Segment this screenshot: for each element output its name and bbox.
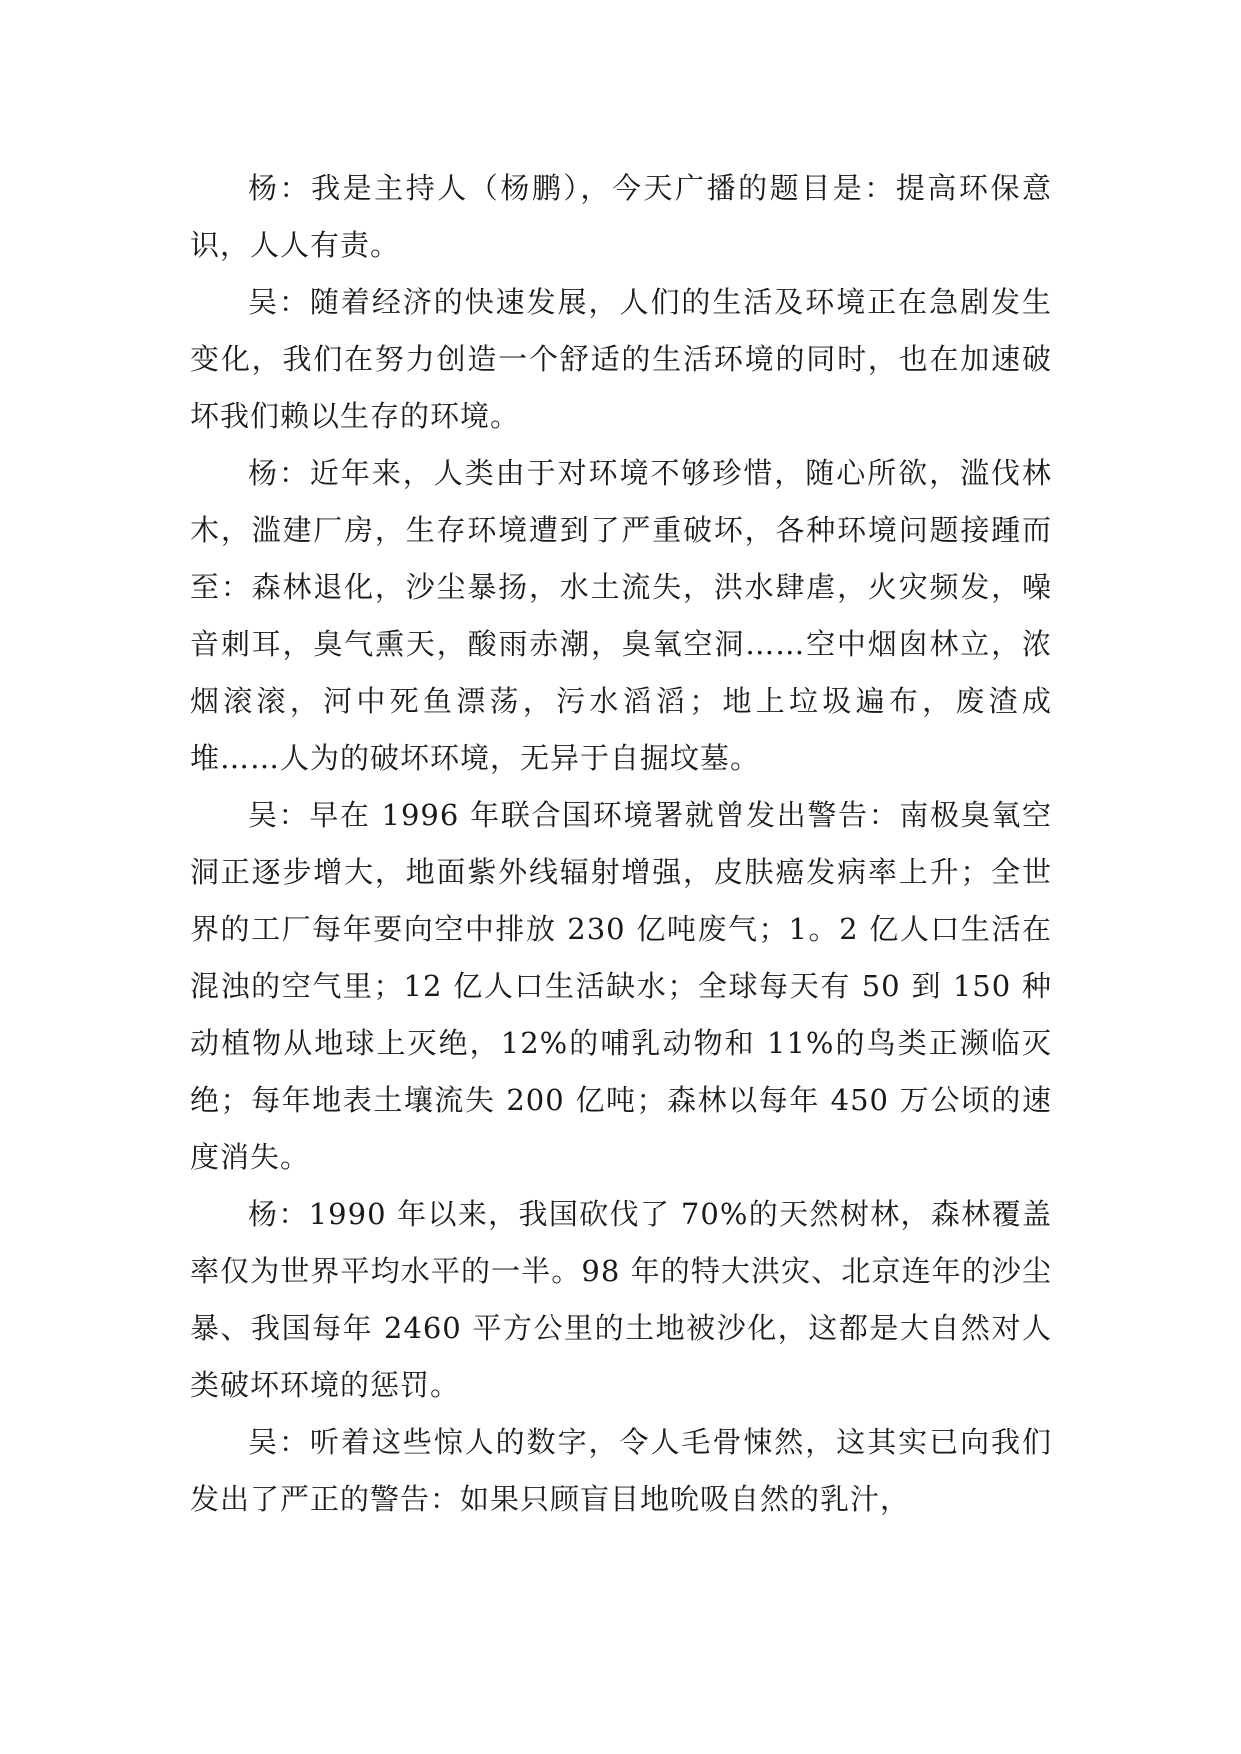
paragraph-3: 杨：近年来，人类由于对环境不够珍惜，随心所欲，滥伐林木，滥建厂房，生存环境遭到了严重破坏，各种环境问题接踵而至：森林退化，沙尘暴扬，水土流失，洪水肆虐，火灾频发，噪音刺耳，臭气熏天，酸雨赤潮，臭氧空洞……空中烟囱林立，浓烟滚滚，河中死鱼漂荡，污水滔滔；地上垃圾遍布，废渣成堆……人为的破坏环境，无异于自掘坟墓。	[190, 456, 1052, 775]
paragraph-4: 吴：早在 1996 年联合国环境署就曾发出警告：南极臭氧空洞正逐步增大，地面紫外线辐射增强，皮肤癌发病率上升；全世界的工厂每年要向空中排放 230 亿吨废气；1。2 亿人口生活在混浊的空气里；12 亿人口生活缺水；全球每天有 50 到 150 种动植物从地球上灭绝，12%的哺乳动物和 11%的鸟类正濒临灭绝；每年地表土壤流失 200 亿吨；森林以每年 450 万公顷的速度消失。	[190, 798, 1052, 1174]
paragraph-6: 吴：听着这些惊人的数字，令人毛骨悚然，这其实已向我们发出了严正的警告：如果只顾盲目地吮吸自然的乳汁，	[190, 1425, 1052, 1516]
paragraph-5: 杨：1990 年以来，我国砍伐了 70%的天然树林，森林覆盖率仅为世界平均水平的一半。98 年的特大洪灾、北京连年的沙尘暴、我国每年 2460 平方公里的土地被沙化，这都是大自然对人类破坏环境的惩罚。	[190, 1197, 1052, 1402]
document-page	[190, 160, 1052, 1528]
paragraph-2: 吴：随着经济的快速发展，人们的生活及环境正在急剧发生变化，我们在努力创造一个舒适的生活环境的同时，也在加速破坏我们赖以生存的环境。	[190, 285, 1052, 433]
paragraph-1: 杨：我是主持人（杨鹏），今天广播的题目是：提高环保意识，人人有责。	[190, 171, 1052, 262]
